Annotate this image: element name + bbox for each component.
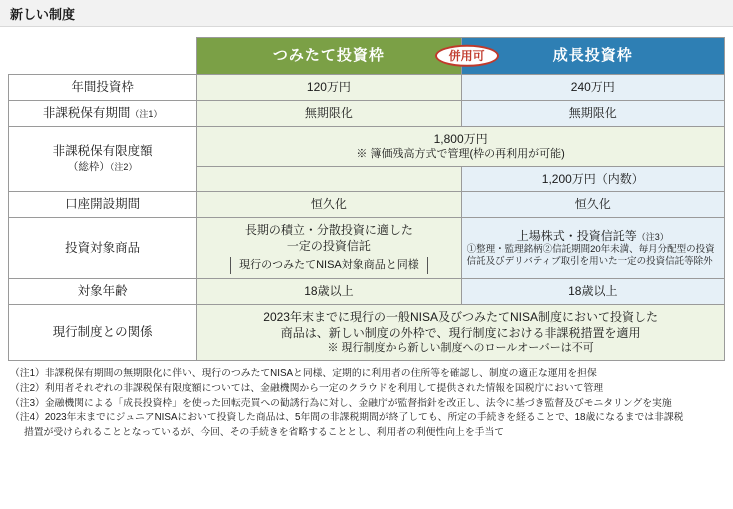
table-row — [9, 100, 725, 126]
cell-seicho-annual-limit: 240万円 — [461, 75, 724, 101]
row-label-holding-period-text: 非課税保有期間 — [42, 105, 131, 120]
row-label-products: 投資対象商品 — [9, 217, 197, 278]
cell-total-limit-note: ※ 簿価残高方式で管理(枠の再利用が可能) — [356, 147, 565, 160]
cell-tsumitate-products — [197, 217, 461, 278]
cell-tsumitate-account-period: 恒久化 — [197, 191, 461, 217]
row-label-annual-limit: 年間投資枠 — [9, 75, 197, 101]
cell-seicho-products-note: （注3） — [636, 231, 669, 242]
table-corner-cell — [9, 38, 197, 75]
cell-seicho-account-period: 恒久化 — [461, 191, 724, 217]
footnote-1: （注1）非課税保有期間の無期限化に伴い、現行のつみたてNISAと同様、定期的に利用者の住所等を確認し、制度の適正な運用を担保 — [10, 368, 597, 380]
row-label-age: 対象年齢 — [9, 279, 197, 305]
table-row — [9, 304, 725, 360]
nisa-comparison-table — [8, 37, 725, 361]
column-header-tsumitate-label: つみたて投資枠 — [272, 46, 385, 64]
row-label-total-limit-line2 — [12, 160, 193, 174]
column-header-seicho: 成長投資枠 — [461, 38, 724, 75]
table-row — [9, 191, 725, 217]
cell-tsumitate-holding-period: 無期限化 — [197, 100, 461, 126]
footnote-3: （注3）金融機関による「成長投資枠」を使った回転売買への勧誘行為に対し、金融庁が監督指針を改正し、法令に基づき監督及びモニタリングを実施 — [10, 397, 672, 409]
row-label-account-period: 口座開設期間 — [9, 191, 197, 217]
cell-tsumitate-products-line1: 長期の積立・分散投資に適した — [244, 222, 413, 237]
footnote-4: （注4）2023年末までにジュニアNISAにおいて投資した商品は、5年間の非課税期間が終了しても、所定の手続きを経ることで、18歳になるまでは非課税 — [10, 412, 684, 424]
cell-seicho-products-detail: ①整理・監理銘柄②信託期間20年未満、毎月分配型の投資信託及びデリバティブ取引を用いた一定の投資信託等除外 — [466, 243, 715, 268]
cell-relation-combined — [197, 304, 725, 360]
cell-seicho-holding-period: 無期限化 — [461, 100, 724, 126]
row-label-holding-period — [9, 100, 197, 126]
cell-seicho-age: 18歳以上 — [461, 279, 724, 305]
row-label-relation: 現行制度との関係 — [9, 304, 197, 360]
row-label-total-limit-line1: 非課税保有限度額 — [52, 144, 153, 159]
cell-relation-line3: ※ 現行制度から新しい制度へのロールオーバーは不可 — [327, 342, 594, 355]
table-row — [9, 75, 725, 101]
cell-total-limit-combined — [197, 126, 725, 166]
table-header — [9, 38, 725, 75]
row-label-holding-period-note: （注1） — [130, 108, 163, 119]
footnote-2: （注2）利用者それぞれの非課税保有限度額については、金融機関から一定のクラウドを利用して提供された情報を国税庁において管理 — [10, 382, 604, 394]
row-label-total-limit-line2-text: （総枠） — [67, 161, 110, 174]
table-container — [0, 27, 733, 361]
cell-tsumitate-products-line2: 一定の投資信託 — [286, 239, 371, 254]
table-row — [9, 279, 725, 305]
combined-use-badge: 併用可 — [435, 45, 499, 67]
cell-tsumitate-age: 18歳以上 — [197, 279, 461, 305]
cell-relation-line2: 商品は、新しい制度の外枠で、現行制度における非課税措置を適用 — [280, 326, 641, 341]
footnotes-block — [0, 361, 733, 440]
cell-relation-line1: 2023年末までに現行の一般NISA及びつみたてNISA制度において投資した — [263, 309, 658, 324]
cell-seicho-products-line1 — [465, 228, 721, 244]
row-label-total-limit — [9, 126, 197, 191]
page-title: 新しい制度 — [10, 6, 76, 22]
document-title-bar — [0, 0, 733, 27]
column-header-tsumitate — [197, 38, 485, 75]
cell-seicho-products-title: 上場株式・投資信託等 — [516, 228, 637, 243]
table-row — [9, 217, 725, 278]
cell-tsumitate-products-bracket: 現行のつみたてNISA対象商品と同様 — [230, 257, 428, 274]
cell-seicho-total-limit-inner: 1,200万円（内数） — [461, 166, 724, 191]
table-body — [9, 75, 725, 361]
cell-seicho-products — [461, 217, 724, 278]
cell-tsumitate-annual-limit: 120万円 — [197, 75, 461, 101]
table-row — [9, 126, 725, 166]
table-header-row — [9, 38, 725, 75]
cell-tsumitate-total-limit-blank — [197, 166, 461, 191]
footnote-4-continued: 措置が受けられることとなっているが、今回、その手続きを省略することとし、利用者の利便性向上を手当て — [24, 426, 505, 438]
cell-total-limit-amount: 1,800万円 — [433, 131, 488, 146]
row-label-total-limit-note: （注2） — [109, 162, 138, 173]
